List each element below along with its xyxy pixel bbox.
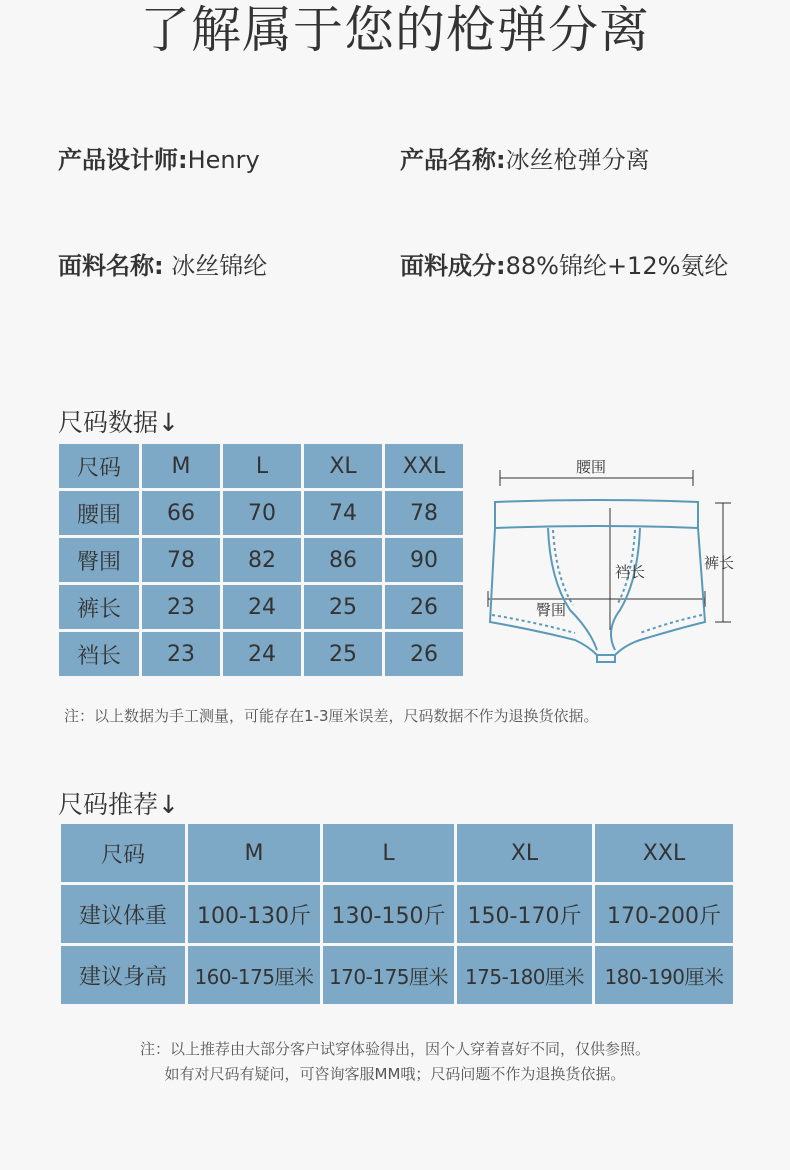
table-header-row [59, 444, 463, 488]
table-cell: 26 [385, 632, 463, 676]
table-cell: 裤长 [59, 585, 139, 629]
table-cell: 臀围 [59, 538, 139, 582]
product-name-label: 产品名称: [400, 146, 506, 174]
table-cell: 25 [304, 585, 382, 629]
table-row [61, 946, 733, 1004]
table-cell: 82 [223, 538, 301, 582]
table-cell: XL [457, 824, 592, 882]
table-cell: L [323, 824, 454, 882]
table-cell: XXL [595, 824, 733, 882]
boxer-outline [490, 500, 705, 662]
designer-info [58, 140, 260, 175]
table-cell: 26 [385, 585, 463, 629]
table-cell: 100-130斤 [188, 885, 320, 943]
table-cell: 170-175厘米 [323, 946, 454, 1004]
table-cell: 尺码 [59, 444, 139, 488]
page-title: 了解属于您的枪弹分离 [140, 1, 650, 59]
fabric-composition-info [400, 246, 728, 281]
table-cell: 86 [304, 538, 382, 582]
table-cell: 160-175厘米 [188, 946, 320, 1004]
table-cell: 175-180厘米 [457, 946, 592, 1004]
table-cell: 70 [223, 491, 301, 535]
table-row [59, 632, 463, 676]
table-cell: 裆长 [59, 632, 139, 676]
table-cell: 170-200斤 [595, 885, 733, 943]
table-cell: 130-150斤 [323, 885, 454, 943]
product-name-info [400, 140, 650, 175]
table-cell: 90 [385, 538, 463, 582]
table-cell: 腰围 [59, 491, 139, 535]
fabric-composition-value: 88%锦纶+12%氨纶 [505, 252, 729, 280]
table-cell: 78 [142, 538, 220, 582]
table-cell: M [142, 444, 220, 488]
size-data-title: 尺码数据↓ [58, 408, 179, 437]
size-recommend-title: 尺码推荐↓ [58, 790, 179, 819]
waist-label: 腰围 [576, 458, 607, 476]
crotch-label: 裆长 [615, 563, 646, 581]
table-cell: XXL [385, 444, 463, 488]
table-cell: 78 [385, 491, 463, 535]
table-cell: 74 [304, 491, 382, 535]
table-cell: 建议身高 [61, 946, 185, 1004]
recommend-note-line1: 注：以上推荐由大部分客户试穿体验得出，因个人穿着喜好不同，仅供参照。 [139, 1040, 650, 1058]
designer-value: Henry [187, 146, 260, 174]
boxer-measurement-diagram [480, 450, 750, 665]
table-row [59, 585, 463, 629]
designer-label: 产品设计师: [58, 146, 188, 174]
table-cell: L [223, 444, 301, 488]
fabric-name-value: 冰丝锦纶 [163, 252, 268, 280]
size-data-note: 注：以上数据为手工测量，可能存在1-3厘米误差，尺码数据不作为退换货依据。 [64, 707, 599, 725]
table-cell: 尺码 [61, 824, 185, 882]
table-cell: 24 [223, 632, 301, 676]
table-cell: 25 [304, 632, 382, 676]
table-row [59, 538, 463, 582]
table-cell: M [188, 824, 320, 882]
table-cell: 建议体重 [61, 885, 185, 943]
table-row [61, 885, 733, 943]
table-cell: 180-190厘米 [595, 946, 733, 1004]
size-recommend-table [58, 821, 736, 1007]
fabric-name-label: 面料名称: [58, 252, 164, 280]
table-cell: XL [304, 444, 382, 488]
table-header-row [61, 824, 733, 882]
table-row [59, 491, 463, 535]
hip-label: 臀围 [536, 601, 567, 619]
size-data-table [56, 441, 466, 679]
fabric-name-info [58, 246, 267, 281]
length-label: 裤长 [704, 554, 735, 572]
table-cell: 23 [142, 632, 220, 676]
recommend-note-line2: 如有对尺码有疑问，可咨询客服MM哦；尺码问题不作为退换货依据。 [164, 1065, 626, 1083]
product-name-value: 冰丝枪弹分离 [505, 146, 650, 174]
table-cell: 150-170斤 [457, 885, 592, 943]
table-cell: 66 [142, 491, 220, 535]
table-cell: 24 [223, 585, 301, 629]
table-cell: 23 [142, 585, 220, 629]
fabric-composition-label: 面料成分: [400, 252, 506, 280]
